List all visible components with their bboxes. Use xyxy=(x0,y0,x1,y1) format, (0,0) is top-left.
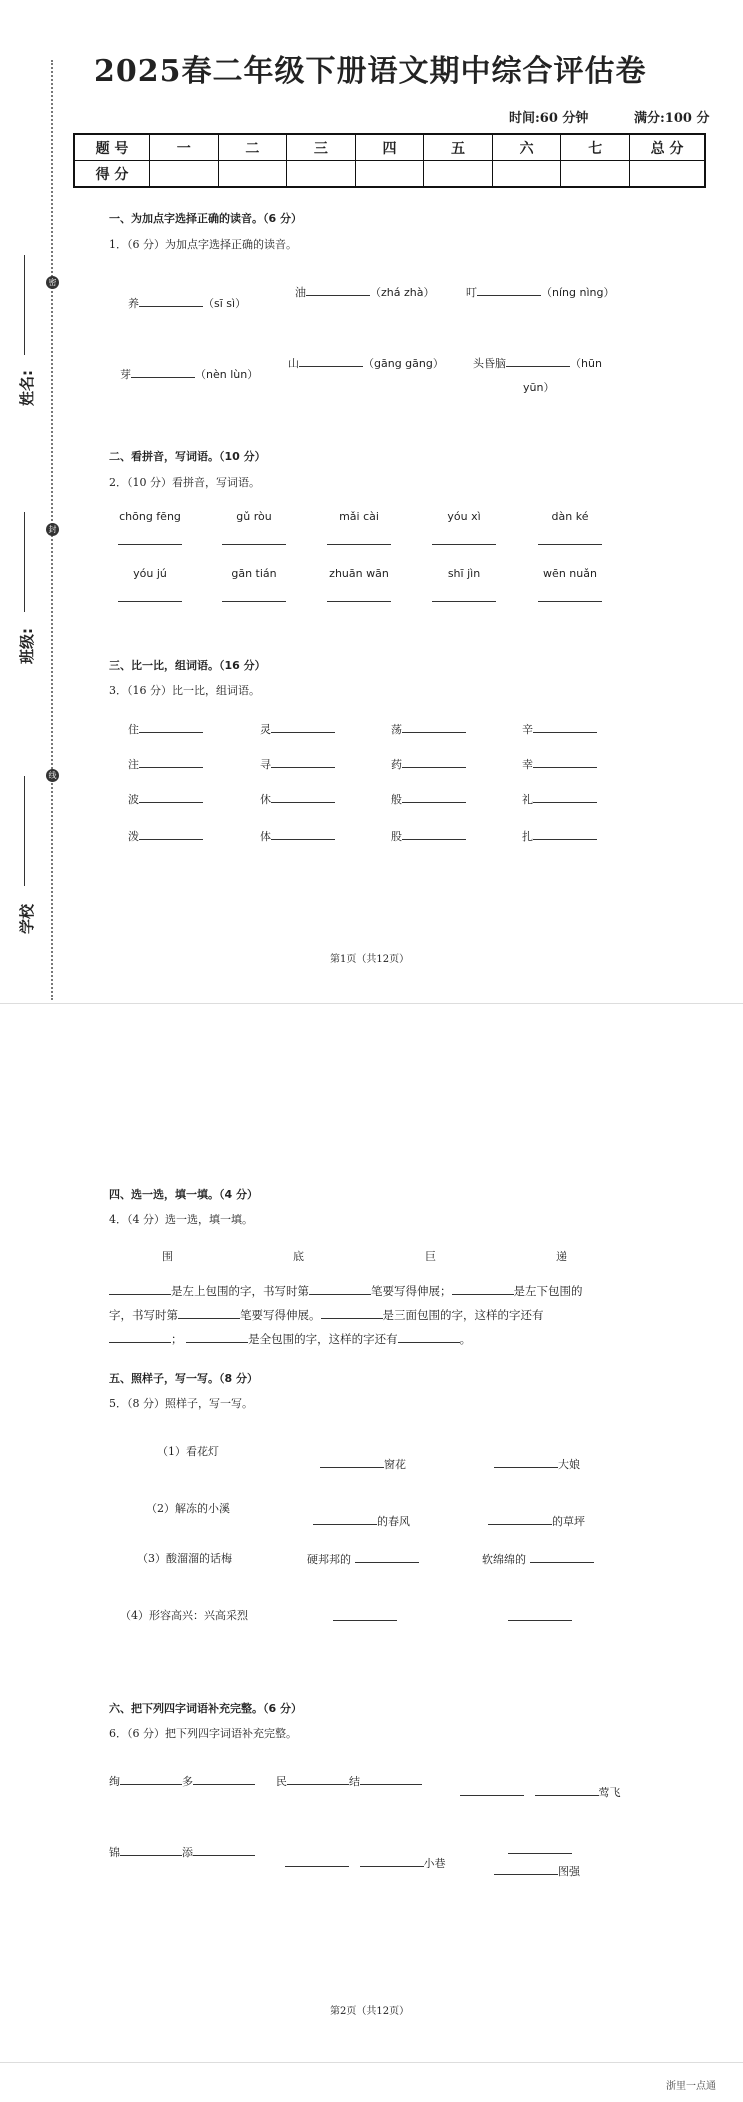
ex3-answer-b: 软绵绵的 xyxy=(482,1550,594,1567)
school-label: 学校 xyxy=(18,903,36,934)
answer-blank[interactable] xyxy=(508,1853,572,1854)
fill-line-1: 是左上包围的字，书写时第 笔要写得伸展； 是左下包围的 xyxy=(109,1279,583,1304)
score-cell: 二 xyxy=(218,134,287,161)
answer-blank[interactable] xyxy=(321,1306,383,1319)
compare-char: 寻 xyxy=(260,758,271,771)
answer-blank[interactable] xyxy=(118,601,182,602)
example-2: （2）解冻的小溪 xyxy=(146,1502,230,1515)
school-line xyxy=(24,776,25,886)
answer-blank[interactable] xyxy=(333,1620,397,1621)
compare-item xyxy=(260,755,335,772)
idiom-row-1: 绚 多 民 结 xyxy=(109,1772,422,1789)
pinyin-label: zhuān wān xyxy=(329,567,389,580)
answer-blank[interactable] xyxy=(120,1843,182,1856)
pronounce-item-3: 叮 （níng nìng） xyxy=(466,283,614,300)
answer-blank[interactable] xyxy=(533,790,597,803)
compare-item xyxy=(522,755,597,772)
question-4: 4．（4 分）选一选，填一填。 xyxy=(109,1213,253,1226)
compare-item xyxy=(128,827,203,844)
pronounce-item-2: 油 （zhá zhà） xyxy=(295,283,434,300)
section-5-heading: 五、照样子，写一写。（8 分） xyxy=(109,1372,258,1385)
class-label: 班级: xyxy=(18,628,36,664)
score-input-cell[interactable] xyxy=(561,161,630,188)
question-1: 1．（6 分）为加点字选择正确的读音。 xyxy=(109,238,297,251)
answer-blank[interactable] xyxy=(271,827,335,840)
compare-item xyxy=(260,827,335,844)
pronounce-item-6-cont: yūn） xyxy=(523,381,555,394)
name-line xyxy=(24,255,25,355)
ex2-answer-b: 的草坪 xyxy=(488,1512,585,1529)
score-cell: 一 xyxy=(150,134,219,161)
score-cell: 题 号 xyxy=(74,134,150,161)
section-3-heading: 三、比一比，组词语。（16 分） xyxy=(109,659,266,672)
answer-blank[interactable] xyxy=(402,720,466,733)
score-cell: 得 分 xyxy=(74,161,150,188)
compare-item xyxy=(391,720,466,737)
answer-blank[interactable] xyxy=(360,1772,422,1785)
pinyin-label: gǔ ròu xyxy=(236,510,272,523)
seal-mark-2: 封 xyxy=(46,523,59,536)
answer-blank[interactable] xyxy=(327,544,391,545)
answer-blank[interactable] xyxy=(538,601,602,602)
pinyin-label: chōng fēng xyxy=(119,510,181,523)
answer-blank[interactable] xyxy=(398,1330,460,1343)
option-char-4: 递 xyxy=(556,1250,567,1263)
answer-blank[interactable] xyxy=(477,283,541,296)
score-input-cell[interactable] xyxy=(630,161,706,188)
page-title: 2025春二年级下册语文期中综合评估卷 xyxy=(94,54,647,89)
answer-blank[interactable] xyxy=(508,1620,572,1621)
compare-char: 辛 xyxy=(522,723,533,736)
answer-blank[interactable] xyxy=(222,601,286,602)
answer-blank[interactable] xyxy=(139,294,203,307)
compare-item xyxy=(128,755,203,772)
score-cell: 三 xyxy=(287,134,356,161)
answer-blank[interactable] xyxy=(285,1854,349,1867)
score-cell: 总 分 xyxy=(630,134,706,161)
score-cell: 五 xyxy=(424,134,493,161)
compare-char: 体 xyxy=(260,830,271,843)
compare-item xyxy=(391,790,466,807)
fill-line-2: 字，书写时第 笔要写得伸展。 是三面包围的字，这样的字还有 xyxy=(109,1308,544,1322)
score-info: 满分:100 分 xyxy=(634,111,710,126)
score-input-cell[interactable] xyxy=(287,161,356,188)
score-cell: 六 xyxy=(492,134,561,161)
answer-blank[interactable] xyxy=(306,283,370,296)
question-2: 2．（10 分）看拼音，写词语。 xyxy=(109,476,260,489)
pinyin-label: yóu xì xyxy=(447,510,481,523)
idiom-row-1b: 莺飞 xyxy=(460,1783,621,1800)
idiom-row-2b: 小巷 xyxy=(285,1854,446,1871)
question-3: 3．（16 分）比一比，组词语。 xyxy=(109,684,260,697)
pinyin-label: gān tián xyxy=(231,567,277,580)
answer-blank[interactable] xyxy=(494,1862,558,1875)
score-input-cell[interactable] xyxy=(150,161,219,188)
seal-mark-3: 线 xyxy=(46,769,59,782)
pronounce-item-4: 芽 （nèn lùn） xyxy=(120,365,258,382)
answer-blank[interactable] xyxy=(432,601,496,602)
score-table-header-row xyxy=(74,134,705,161)
answer-blank[interactable] xyxy=(530,1550,594,1563)
compare-char: 股 xyxy=(391,830,402,843)
compare-char: 般 xyxy=(391,793,402,806)
compare-char: 药 xyxy=(391,758,402,771)
section-4-heading: 四、选一选，填一填。（4 分） xyxy=(109,1188,258,1201)
option-char-3: 巨 xyxy=(425,1250,436,1263)
answer-blank[interactable] xyxy=(193,1843,255,1856)
compare-char: 灵 xyxy=(260,723,271,736)
answer-blank[interactable] xyxy=(313,1512,377,1525)
answer-blank[interactable] xyxy=(178,1306,240,1319)
answer-blank[interactable] xyxy=(131,365,195,378)
page-separator xyxy=(0,1003,743,1004)
name-label: 姓名: xyxy=(18,370,36,406)
answer-blank[interactable] xyxy=(533,755,597,768)
answer-blank[interactable] xyxy=(494,1455,558,1468)
time-info: 时间:60 分钟 xyxy=(509,111,589,126)
answer-blank[interactable] xyxy=(109,1282,171,1295)
score-table-score-row xyxy=(74,161,705,188)
score-input-cell[interactable] xyxy=(355,161,424,188)
ex2-answer-a: 的春风 xyxy=(313,1512,410,1529)
section-6-heading: 六、把下列四字词语补充完整。（6 分） xyxy=(109,1702,302,1715)
answer-blank[interactable] xyxy=(271,755,335,768)
pinyin-label: shī jìn xyxy=(447,567,481,580)
compare-char: 泼 xyxy=(128,830,139,843)
answer-blank[interactable] xyxy=(139,790,203,803)
compare-char: 注 xyxy=(128,758,139,771)
compare-item xyxy=(522,720,597,737)
score-cell: 七 xyxy=(561,134,630,161)
answer-blank[interactable] xyxy=(460,1783,524,1796)
ex3-answer-a: 硬邦邦的 xyxy=(307,1550,419,1567)
answer-blank[interactable] xyxy=(452,1282,514,1295)
section-1-heading: 一、为加点字选择正确的读音。（6 分） xyxy=(109,212,302,225)
answer-blank[interactable] xyxy=(222,544,286,545)
answer-blank[interactable] xyxy=(432,544,496,545)
answer-blank[interactable] xyxy=(120,1772,182,1785)
answer-blank[interactable] xyxy=(533,827,597,840)
pinyin-label: dàn ké xyxy=(551,510,589,523)
answer-blank[interactable] xyxy=(139,755,203,768)
ex1-answer-b: 大娘 xyxy=(494,1455,580,1472)
ex1-answer-a: 窗花 xyxy=(320,1455,406,1472)
answer-blank[interactable] xyxy=(118,544,182,545)
answer-blank[interactable] xyxy=(538,544,602,545)
answer-blank[interactable] xyxy=(139,827,203,840)
question-6: 6．（6 分）把下列四字词语补充完整。 xyxy=(109,1727,297,1740)
answer-blank[interactable] xyxy=(327,601,391,602)
idiom-row-2c: 图强 xyxy=(494,1862,580,1879)
compare-item xyxy=(128,790,203,807)
score-input-cell[interactable] xyxy=(218,161,287,188)
answer-blank[interactable] xyxy=(506,354,570,367)
answer-blank[interactable] xyxy=(320,1455,384,1468)
compare-item xyxy=(522,827,597,844)
pinyin-label: wēn nuǎn xyxy=(543,567,597,580)
answer-blank[interactable] xyxy=(271,720,335,733)
answer-blank[interactable] xyxy=(402,790,466,803)
page-1-footer: 第1页（共12页） xyxy=(330,954,410,965)
compare-item xyxy=(391,755,466,772)
option-char-1: 围 xyxy=(162,1250,173,1263)
compare-item xyxy=(391,827,466,844)
answer-blank[interactable] xyxy=(109,1330,171,1343)
score-input-cell[interactable] xyxy=(424,161,493,188)
idiom-row-2: 锦 添 xyxy=(109,1843,255,1860)
question-5: 5．（8 分）照样子，写一写。 xyxy=(109,1397,253,1410)
pronounce-item-1: 养 （sī sì） xyxy=(128,294,246,311)
page-2-footer: 第2页（共12页） xyxy=(330,2006,410,2017)
compare-item xyxy=(128,720,203,737)
answer-blank[interactable] xyxy=(355,1550,419,1563)
answer-blank[interactable] xyxy=(299,354,363,367)
compare-char: 幸 xyxy=(522,758,533,771)
class-line xyxy=(24,512,25,612)
compare-char: 住 xyxy=(128,723,139,736)
section-2-heading: 二、看拼音，写词语。（10 分） xyxy=(109,450,266,463)
answer-blank[interactable] xyxy=(402,755,466,768)
score-cell: 四 xyxy=(355,134,424,161)
compare-item xyxy=(522,790,597,807)
compare-item xyxy=(260,720,335,737)
answer-blank[interactable] xyxy=(271,790,335,803)
answer-blank[interactable] xyxy=(139,720,203,733)
answer-blank[interactable] xyxy=(360,1854,424,1867)
answer-blank[interactable] xyxy=(309,1282,371,1295)
score-table xyxy=(73,133,706,188)
example-4: （4）形容高兴：兴高采烈 xyxy=(120,1609,248,1622)
answer-blank[interactable] xyxy=(535,1783,599,1796)
answer-blank[interactable] xyxy=(533,720,597,733)
answer-blank[interactable] xyxy=(193,1772,255,1785)
example-1: （1）看花灯 xyxy=(157,1445,219,1458)
compare-char: 荡 xyxy=(391,723,402,736)
pinyin-label: mǎi cài xyxy=(339,510,379,523)
compare-char: 休 xyxy=(260,793,271,806)
pinyin-label: yóu jú xyxy=(133,567,167,580)
compare-char: 波 xyxy=(128,793,139,806)
score-input-cell[interactable] xyxy=(492,161,561,188)
pronounce-item-5: 山 （gāng gāng） xyxy=(288,354,444,371)
answer-blank[interactable] xyxy=(488,1512,552,1525)
answer-blank[interactable] xyxy=(186,1330,248,1343)
compare-char: 扎 xyxy=(522,830,533,843)
example-3: （3）酸溜溜的话梅 xyxy=(137,1552,232,1565)
fill-line-3: ； 是全包围的字，这样的字还有 。 xyxy=(109,1327,471,1352)
pronounce-item-6: 头昏脑 （hūn xyxy=(473,354,602,371)
answer-blank[interactable] xyxy=(402,827,466,840)
watermark: 浙里一点通 xyxy=(666,2081,716,2092)
compare-item xyxy=(260,790,335,807)
page-separator-2 xyxy=(0,2062,743,2063)
answer-blank[interactable] xyxy=(287,1772,349,1785)
option-char-2: 底 xyxy=(293,1250,304,1263)
compare-char: 礼 xyxy=(522,793,533,806)
seal-mark-1: 密 xyxy=(46,276,59,289)
